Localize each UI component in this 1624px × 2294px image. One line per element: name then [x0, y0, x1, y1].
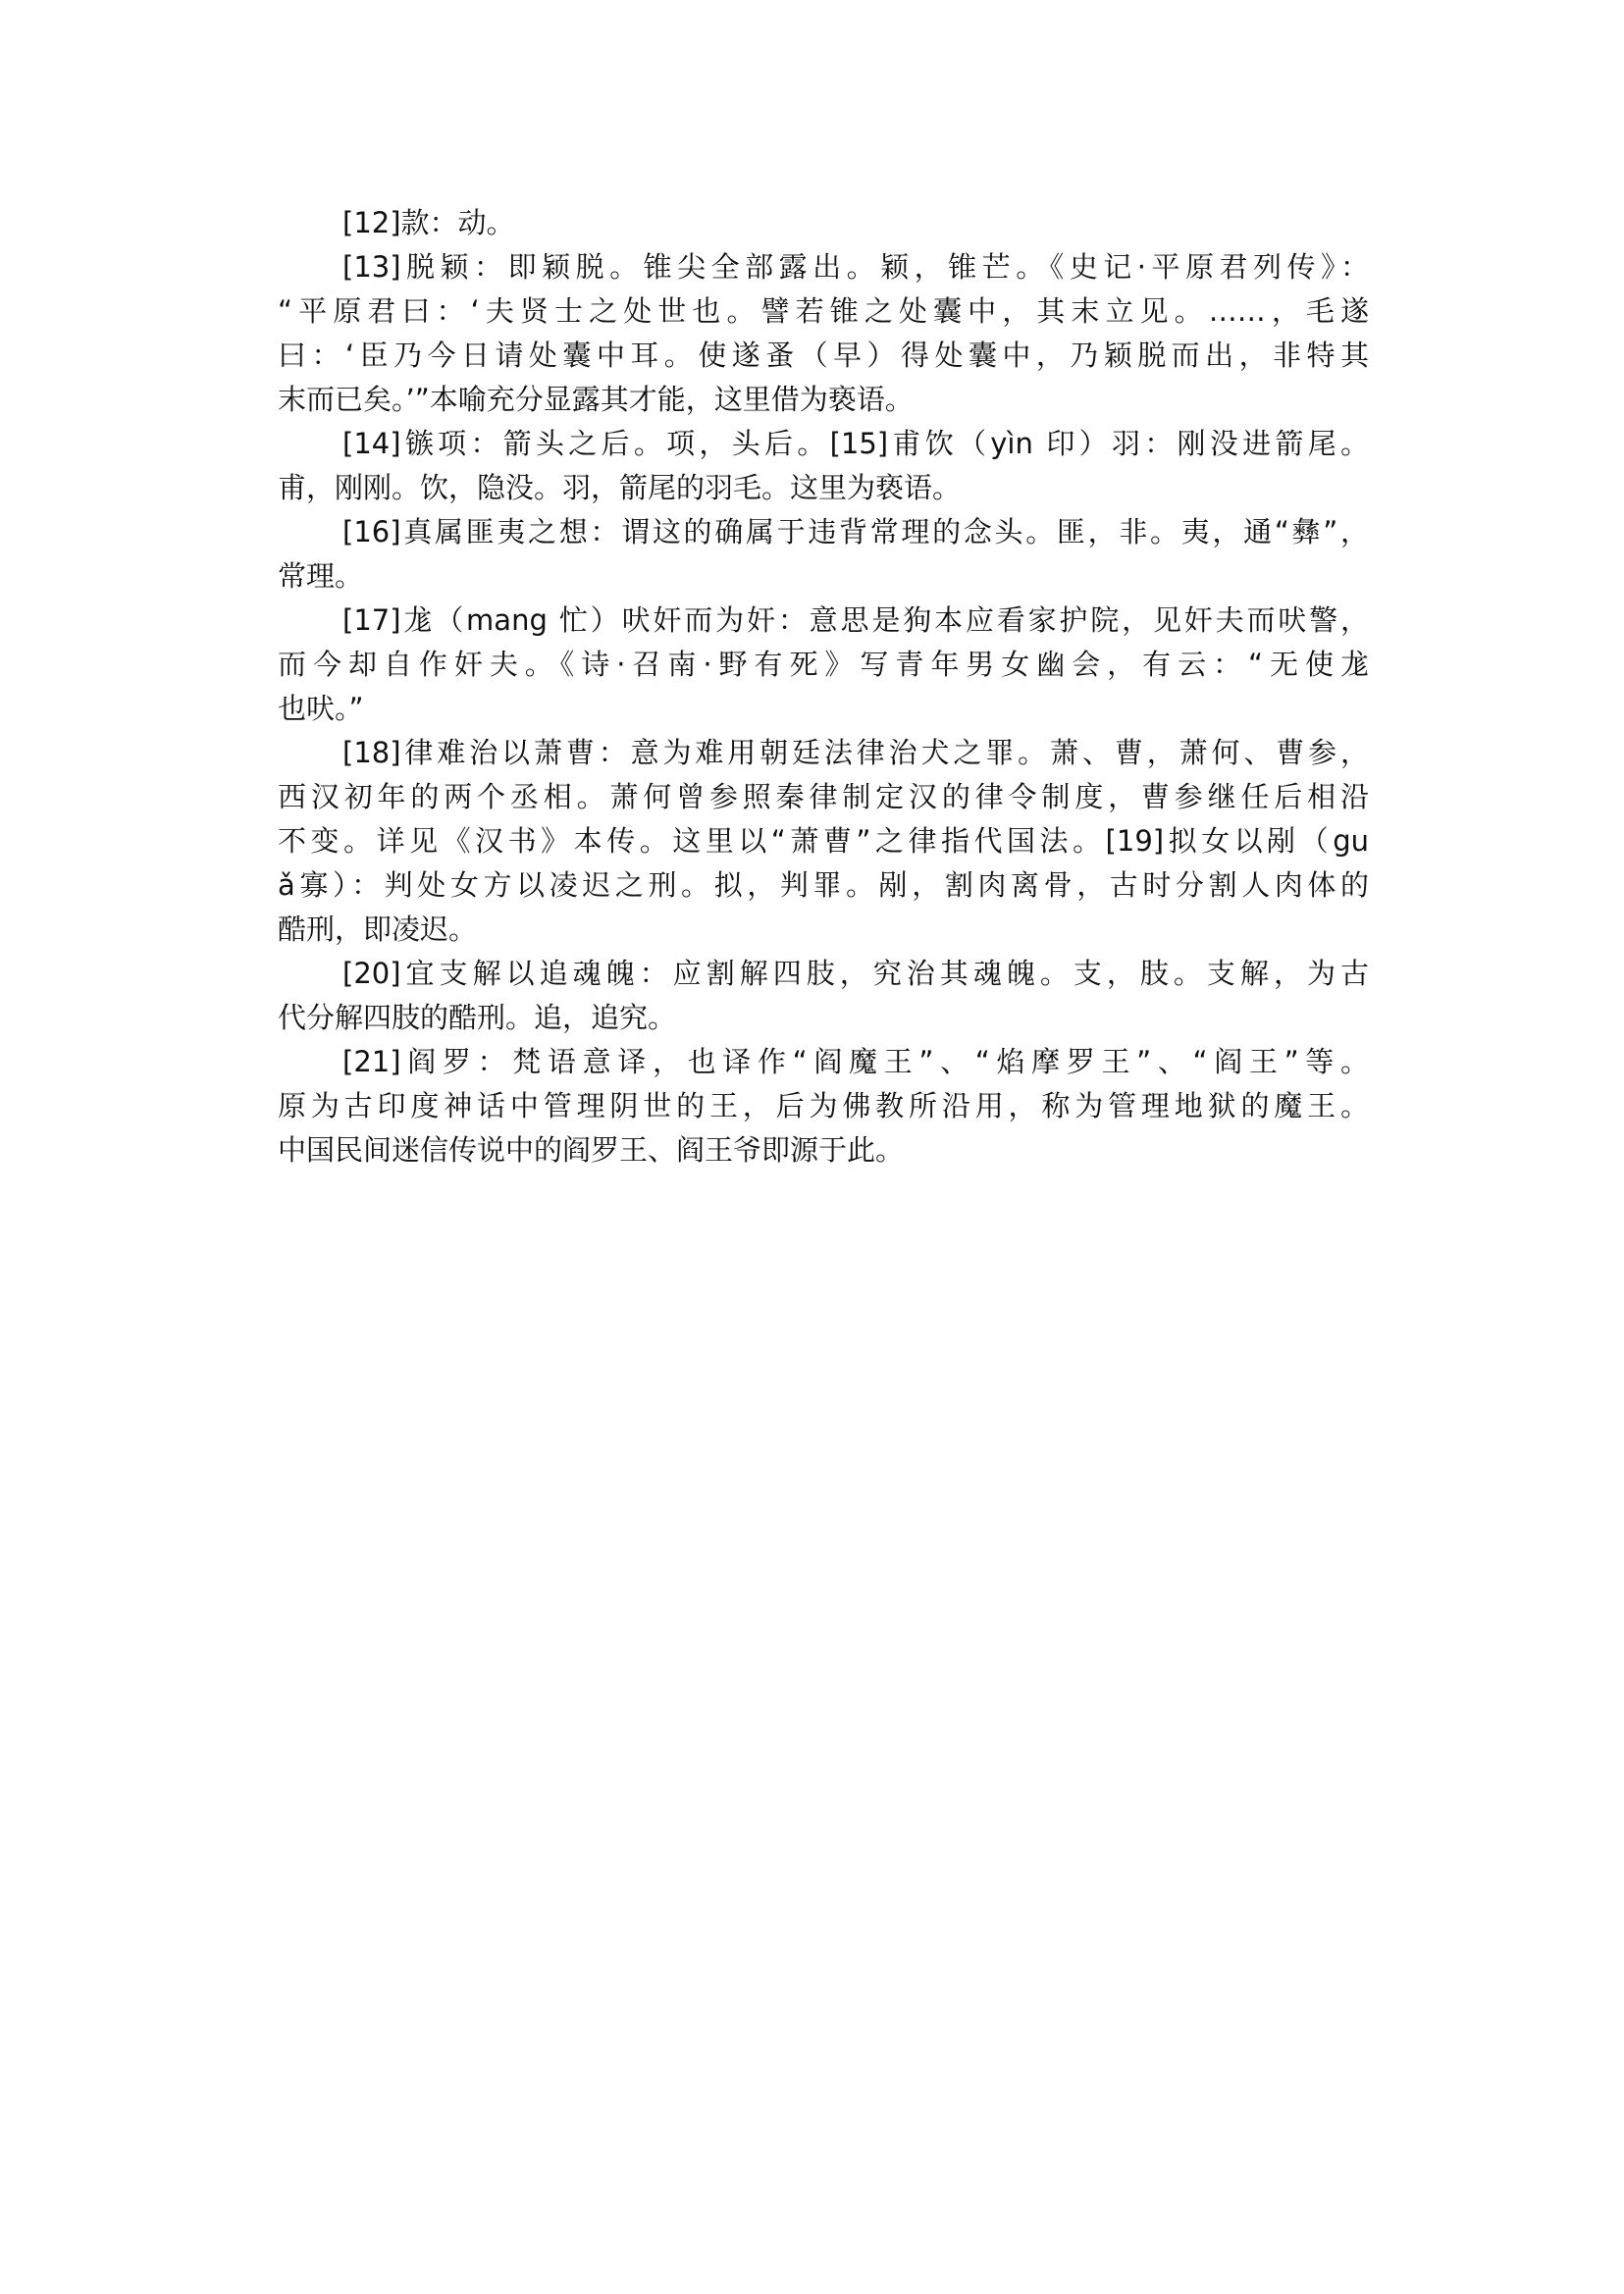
note-line: 末而已矣。’”本喻充分显露其才能，这里借为亵语。: [278, 383, 914, 416]
note-17: [278, 599, 1369, 731]
note-line: 原为古印度神话中管理阴世的王，后为佛教所沿用，称为管理地狱的魔王。: [278, 1089, 1369, 1122]
annotation-page: [278, 201, 1369, 1173]
note-line: 而今却自作奸夫。《诗·召南·野有死》写青年男女幽会，有云：“无使尨: [278, 648, 1369, 681]
note-line: 酷刑，即凌迟。: [278, 912, 478, 946]
note-line: ǎ寡）：判处女方以凌迟之刑。拟，判罪。剐，割肉离骨，古时分割人肉体的: [278, 868, 1369, 902]
note-line: [13]脱颖：即颖脱。锥尖全部露出。颖，锥芒。《史记·平原君列传》：: [342, 250, 1369, 284]
note-line: “平原君曰：‘夫贤士之处世也。譬若锥之处囊中，其末立见。……，毛遂: [278, 294, 1369, 328]
note-21: [278, 1040, 1369, 1173]
note-line: [20]宜支解以追魂魄：应割解四肢，究治其魂魄。支，肢。支解，为古: [342, 957, 1369, 990]
note-line: [21]阎罗：梵语意译，也译作“阎魔王”、“焰摩罗王”、“阎王”等。: [342, 1045, 1369, 1078]
note-line: [14]镞项：箭头之后。项，头后。[15]甫饮（yìn 印）羽：刚没进箭尾。: [342, 427, 1369, 460]
note-line: [16]真属匪夷之想：谓这的确属于违背常理的念头。匪，非。夷，通“彝”，: [342, 515, 1369, 548]
note-line: 代分解四肢的酷刑。追，追究。: [278, 1001, 677, 1034]
note-line: 常理。: [278, 559, 364, 593]
note-16: [278, 510, 1369, 599]
note-14-15: [278, 422, 1369, 510]
note-line: 甫，刚刚。饮，隐没。羽，箭尾的羽毛。这里为亵语。: [278, 471, 962, 504]
note-line: 西汉初年的两个丞相。萧何曾参照秦律制定汉的律令制度，曹参继任后相沿: [278, 780, 1369, 813]
note-line: 中国民间迷信传说中的阎罗王、阎王爷即源于此。: [278, 1133, 905, 1167]
note-line: [12]款：动。: [342, 206, 515, 239]
note-line: 曰：‘臣乃今日请处囊中耳。使遂蚤（早）得处囊中，乃颖脱而出，非特其: [278, 339, 1369, 372]
note-line: 不变。详见《汉书》本传。这里以“萧曹”之律指代国法。[19]拟女以剐（gu: [278, 824, 1369, 858]
note-line: [17]尨（mang 忙）吠奸而为奸：意思是狗本应看家护院，见奸夫而吠警，: [342, 603, 1369, 637]
note-20: [278, 952, 1369, 1040]
note-18-19: [278, 731, 1369, 952]
note-line: 也吠。”: [278, 692, 364, 725]
note-line: [18]律难治以萧曹：意为难用朝廷法律治犬之罪。萧、曹，萧何、曹参，: [342, 736, 1369, 769]
note-13: [278, 245, 1369, 422]
note-12: [278, 201, 1369, 245]
